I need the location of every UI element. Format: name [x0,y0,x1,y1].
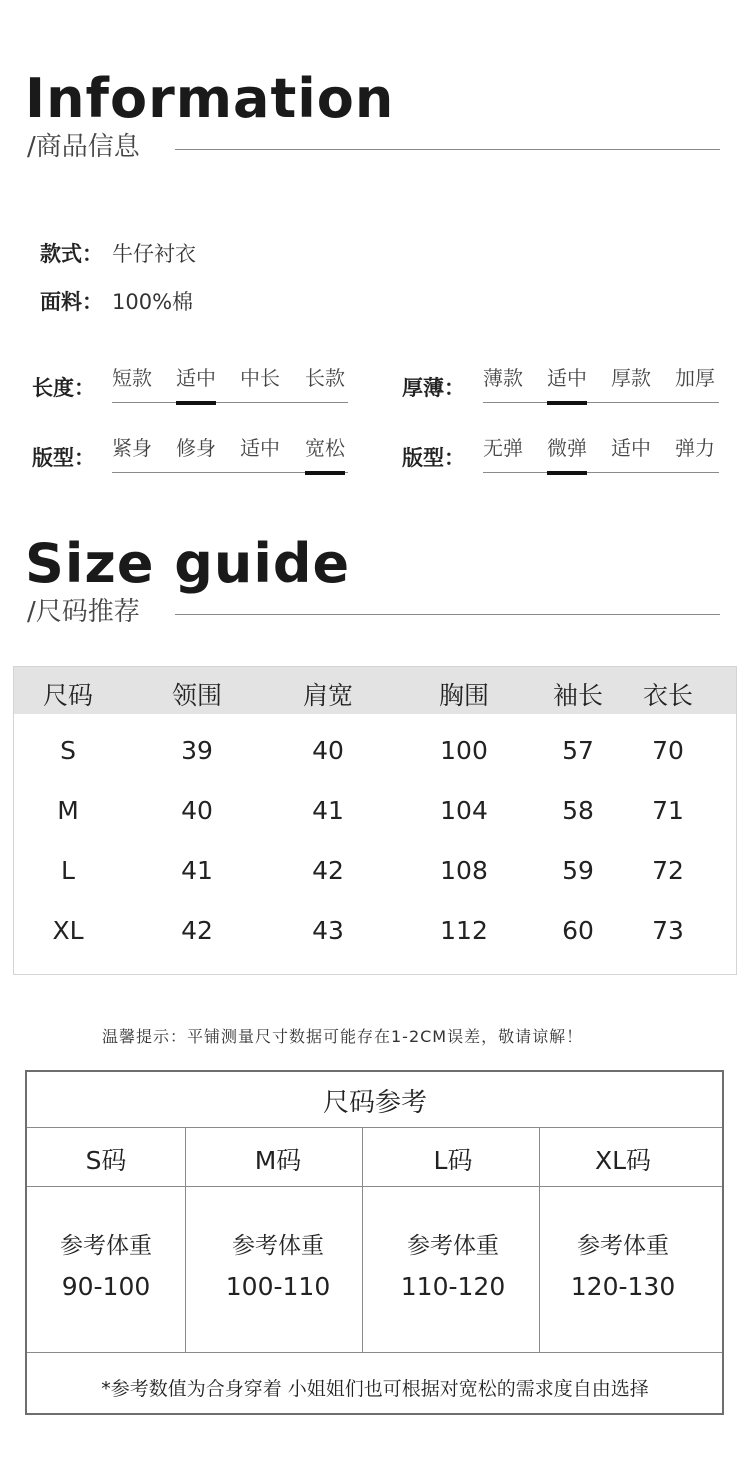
table-cell: 42 [312,856,344,885]
table-cell: M [57,796,79,825]
fabric-value: 100%棉 [112,290,194,314]
reference-column-divider [185,1127,186,1352]
reference-column-divider [362,1127,363,1352]
header-cell-length: 衣长 [642,681,694,710]
length-label: 长度： [32,376,95,400]
reference-note: *参考数值为合身穿着 小姐姐们也可根据对宽松的需求度自由选择 [101,1378,649,1400]
table-cell: 104 [440,796,488,825]
size-reference-table [25,1070,724,1415]
style-value: 牛仔衬衣 [112,242,196,266]
elasticity-options [483,432,719,473]
thickness-options [483,362,719,403]
header-cell-collar: 领围 [171,681,223,710]
header-cell-shoulder: 肩宽 [302,681,354,710]
weight-label: 参考体重 [60,1233,152,1259]
table-cell: 71 [652,796,684,825]
table-cell: 60 [562,916,594,945]
table-cell: L [61,856,75,885]
fit-options [112,432,348,473]
header-cell-size: 尺码 [42,681,94,710]
table-cell: 42 [181,916,213,945]
length-option: 短款 [112,366,152,390]
table-cell: 57 [562,736,594,765]
table-row [14,916,736,946]
fit-option: 宽松 [305,432,345,461]
reference-divider [27,1127,722,1128]
length-options [112,362,348,403]
table-row [14,736,736,766]
table-cell: 40 [312,736,344,765]
reference-size-m: M码 [254,1146,302,1175]
elasticity-option: 适中 [611,436,651,460]
table-cell: 73 [652,916,684,945]
table-cell: XL [52,916,84,945]
size-table [13,666,737,975]
table-cell: 39 [181,736,213,765]
thickness-option: 厚款 [611,366,651,390]
weight-value: 90-100 [61,1272,151,1301]
weight-label: 参考体重 [577,1233,669,1259]
size-table-header [14,667,736,714]
size-guide-divider [175,614,720,615]
table-cell: 72 [652,856,684,885]
size-guide-subtitle: /尺码推荐 [27,597,140,627]
length-option: 适中 [176,362,216,391]
length-option: 中长 [240,366,280,390]
size-guide-title: Size guide [25,532,351,595]
table-cell: 70 [652,736,684,765]
table-cell: 100 [440,736,488,765]
length-option: 长款 [305,366,345,390]
elasticity-option: 无弹 [483,436,523,460]
table-cell: 40 [181,796,213,825]
thickness-label: 厚薄： [402,376,465,400]
reference-divider [27,1352,722,1353]
weight-label: 参考体重 [407,1233,499,1259]
table-cell: 41 [312,796,344,825]
weight-value: 120-130 [570,1272,676,1301]
weight-value: 110-120 [400,1272,506,1301]
reference-size-l: L码 [433,1146,473,1175]
fit-option: 紧身 [112,436,152,460]
table-cell: 58 [562,796,594,825]
fit-option: 适中 [240,436,280,460]
measurement-tip: 温馨提示：平铺测量尺寸数据可能存在1-2CM误差，敬请谅解！ [102,1027,584,1046]
reference-size-xl: XL码 [594,1146,652,1175]
header-cell-sleeve: 袖长 [552,681,604,710]
thickness-option: 加厚 [675,366,715,390]
reference-column-divider [539,1127,540,1352]
fit-option: 修身 [176,436,216,460]
reference-title: 尺码参考 [322,1088,428,1118]
information-title: Information [25,67,395,130]
table-cell: 112 [440,916,488,945]
table-cell: 59 [562,856,594,885]
table-row [14,856,736,886]
thickness-option: 薄款 [483,366,523,390]
table-cell: 108 [440,856,488,885]
table-row [14,796,736,826]
table-cell: S [60,736,76,765]
information-subtitle: /商品信息 [27,132,140,162]
fit-label: 版型： [32,446,95,470]
header-cell-chest: 胸围 [438,681,490,710]
elasticity-option: 弹力 [675,436,715,460]
thickness-option: 适中 [547,362,587,391]
table-cell: 41 [181,856,213,885]
style-label: 款式： [40,242,103,266]
elasticity-option: 微弹 [547,432,587,461]
weight-label: 参考体重 [232,1233,324,1259]
elasticity-label: 版型： [402,446,465,470]
fabric-label: 面料： [40,290,103,314]
weight-value: 100-110 [225,1272,331,1301]
table-cell: 43 [312,916,344,945]
information-divider [175,149,720,150]
reference-size-s: S码 [85,1146,127,1175]
reference-divider [27,1186,722,1187]
